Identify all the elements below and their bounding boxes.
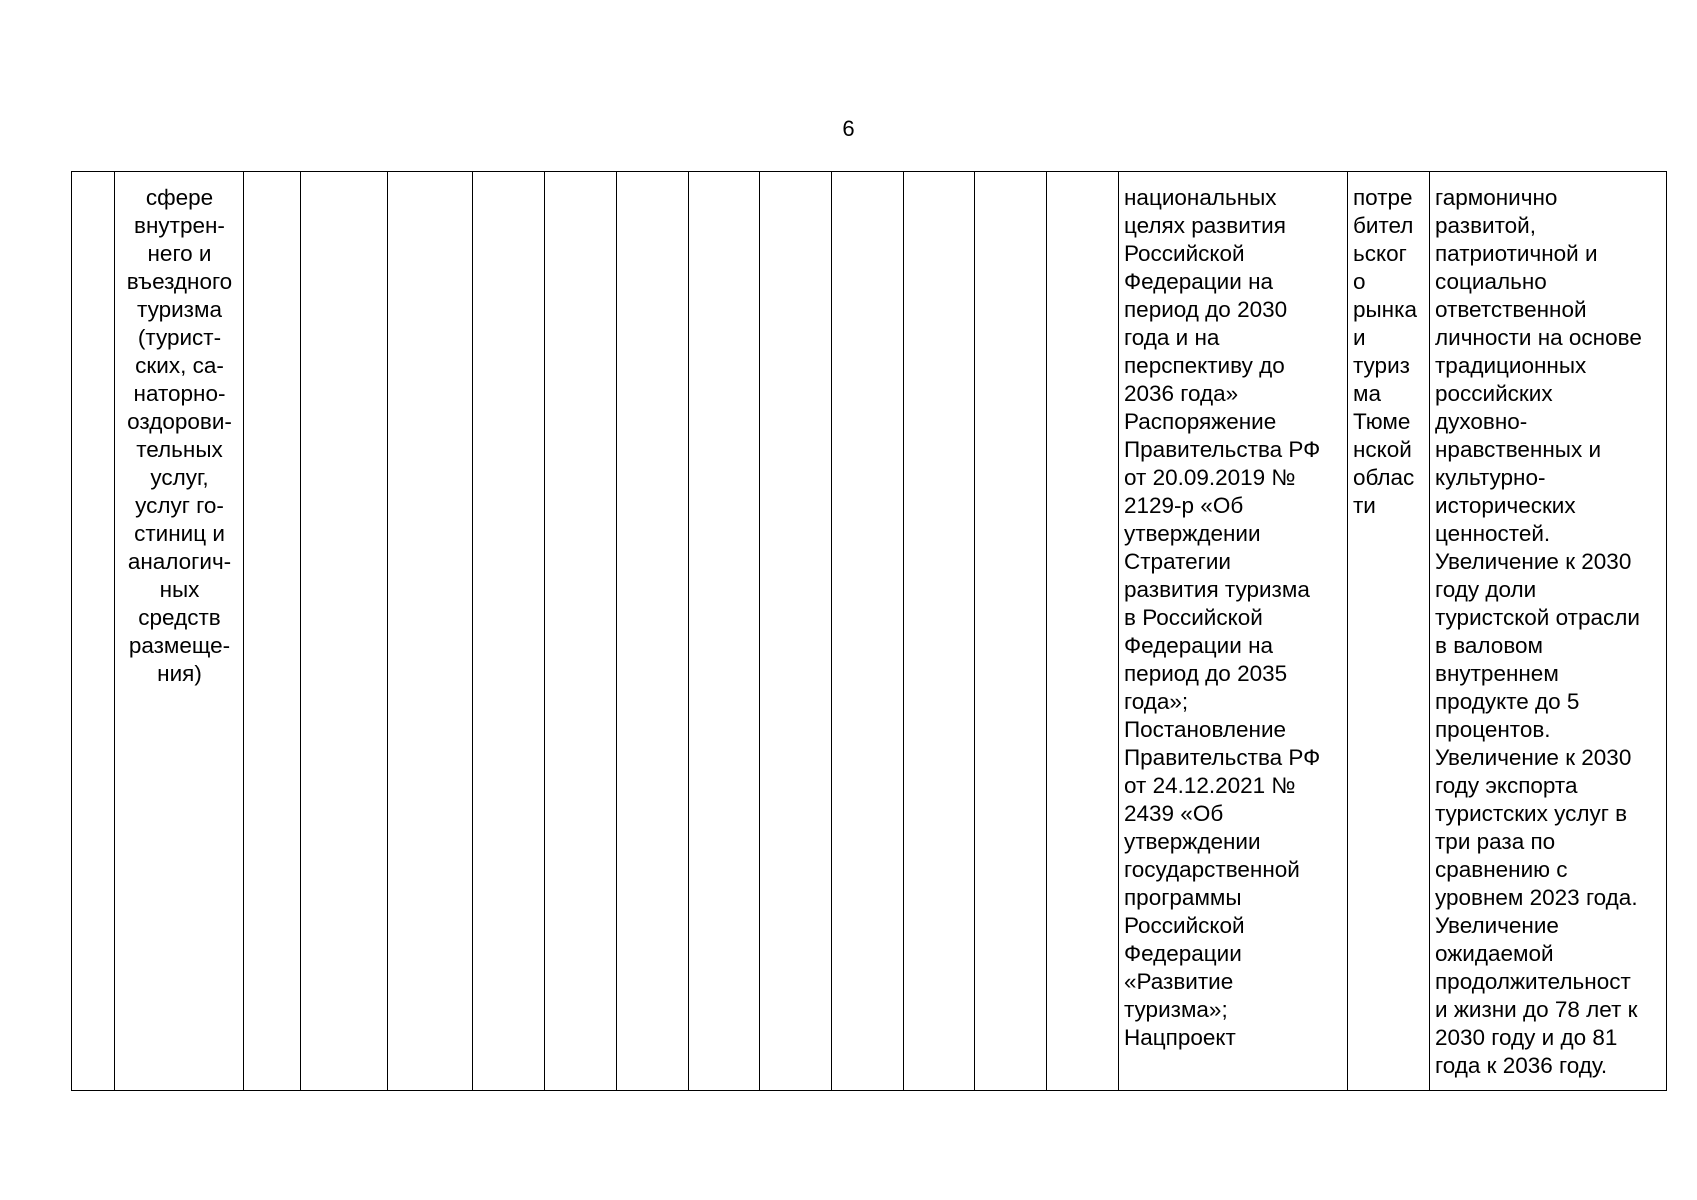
empty-cell	[301, 172, 388, 1091]
goals-cell	[1430, 172, 1667, 1091]
empty-cell	[1047, 172, 1119, 1091]
regulation-table	[71, 171, 1667, 1091]
topic-cell	[115, 172, 244, 1091]
topic-text: сфере внутрен- него и въездного туризма (турист- ских, са- наторно- оздорови- тельных услуг, услуг го- стиниц и аналогич- ных средств размеще- ния)	[126, 185, 233, 686]
empty-cell	[975, 172, 1047, 1091]
empty-cell	[244, 172, 301, 1091]
empty-cell	[617, 172, 689, 1091]
page-number: 6	[842, 116, 855, 141]
organization-text: потре бител ьског о рынка и туриз ма Тюме нской облас ти	[1353, 185, 1417, 518]
empty-cell	[689, 172, 760, 1091]
empty-cell	[545, 172, 617, 1091]
empty-cell	[832, 172, 904, 1091]
table-row	[72, 172, 1667, 1091]
empty-cell	[760, 172, 832, 1091]
empty-cell	[904, 172, 975, 1091]
legal-basis-text: национальных целях развития Российской Федерации на период до 2030 года и на перспективу до 2036 года» Распоряжение Правительства РФ от 20.09.2019 № 2129-р «Об утверждении Стратегии развития туризма в Российской Федерации на период до 2035 года»; Постановление Правительства РФ от 24.12.2021 № 2439 «Об утверждении государственной программы Российской Федерации «Развитие туризма»; Нацпроект	[1124, 185, 1321, 1050]
number-cell	[72, 172, 115, 1091]
empty-cell	[473, 172, 545, 1091]
empty-cell	[388, 172, 473, 1091]
legal-basis-cell	[1119, 172, 1348, 1091]
goals-text: гармонично развитой, патриотичной и социально ответственной личности на основе традиционных российских духовно- нравственных и культурно- исторических ценностей. Увеличение к 2030 году доли туристской отрасли в валовом внутреннем продукте до 5 процентов. Увеличение к 2030 году экспорта туристских услуг в три раза по сравнению с уровнем 2023 года. Увеличение ожидаемой продолжительност и жизни до 78 лет к 2030 году и до 81 года к 2036 году.	[1435, 185, 1642, 1078]
organization-cell	[1348, 172, 1430, 1091]
